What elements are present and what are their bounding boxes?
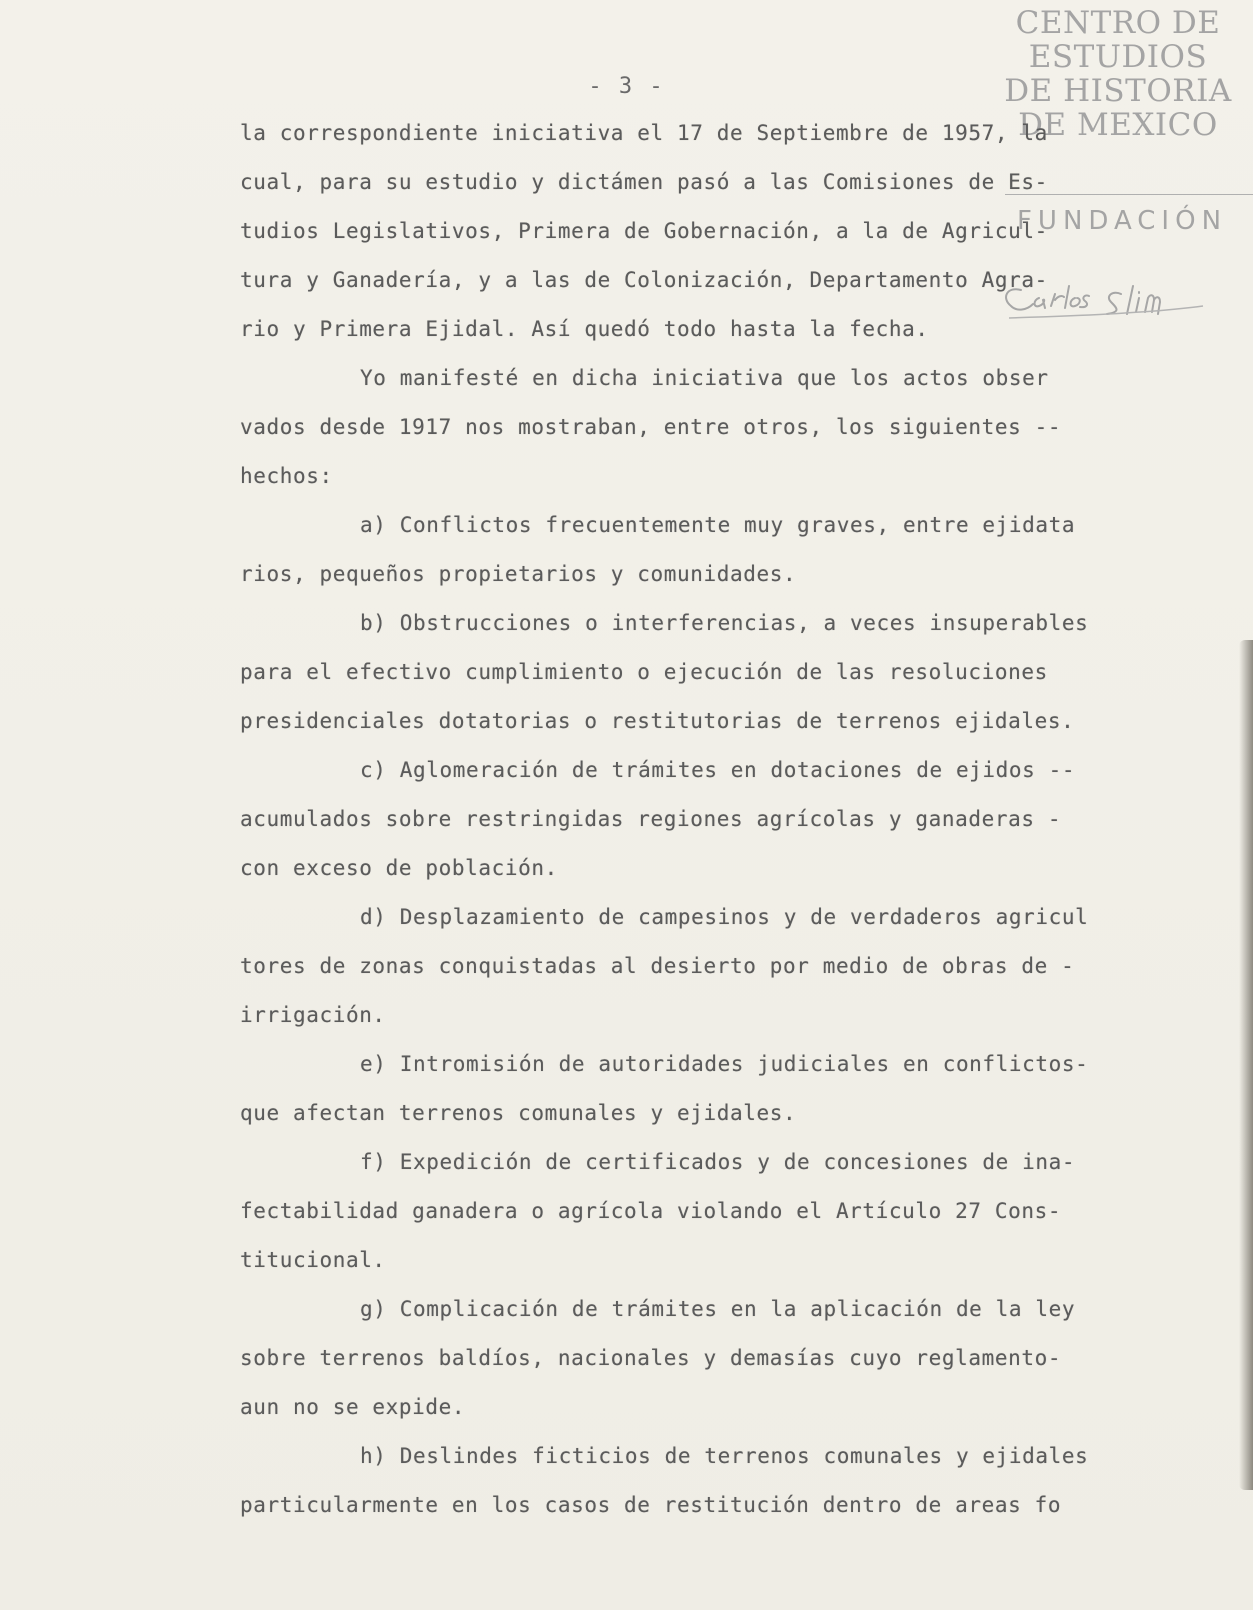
text-line-12: para el efectivo cumplimiento o ejecución de las resoluciones — [240, 660, 1048, 684]
text-line-9: a) Conflictos frecuentemente muy graves, entre ejidata — [360, 513, 1076, 537]
page-number: - 3 - — [588, 74, 665, 99]
text-line-16: con exceso de población. — [240, 856, 558, 880]
text-line-27: aun no se expide. — [240, 1395, 466, 1419]
text-line-18: tores de zonas conquistadas al desierto por medio de obras de - — [240, 954, 1075, 978]
watermark-line-2: ESTUDIOS — [1028, 39, 1208, 75]
text-line-23: fectabilidad ganadera o agrícola violando el Artículo 27 Cons- — [240, 1199, 1062, 1223]
watermark-line-3: DE HISTORIA — [1004, 73, 1232, 109]
document-body — [240, 118, 1200, 1539]
text-line-11: b) Obstrucciones o interferencias, a veces insuperables — [360, 611, 1089, 635]
text-line-1: la correspondiente iniciativa el 17 de Septiembre de 1957, la — [240, 121, 1048, 145]
text-line-8: hechos: — [240, 464, 333, 488]
watermark-line-1: CENTRO DE — [1015, 5, 1221, 41]
text-line-29: particularmente en los casos de restitución dentro de areas fo — [240, 1493, 1062, 1517]
text-line-20: e) Intromisión de autoridades judiciales en conflictos- — [360, 1052, 1089, 1076]
text-line-17: d) Desplazamiento de campesinos y de verdaderos agricul — [360, 905, 1089, 929]
text-line-21: que afectan terrenos comunales y ejidales. — [240, 1101, 797, 1125]
text-line-26: sobre terrenos baldíos, nacionales y demasías cuyo reglamento- — [240, 1346, 1062, 1370]
text-line-10: rios, pequeños propietarios y comunidades. — [240, 562, 797, 586]
text-line-25: g) Complicación de trámites en la aplicación de la ley — [360, 1297, 1076, 1321]
text-line-4: tura y Ganadería, y a las de Colonización, Departamento Agra- — [240, 268, 1048, 292]
text-line-28: h) Deslindes ficticios de terrenos comunales y ejidales — [360, 1444, 1089, 1468]
text-line-14: c) Aglomeración de trámites en dotaciones de ejidos -- — [360, 758, 1076, 782]
watermark-line-4: DE MEXICO — [1018, 107, 1218, 143]
watermark-fundacion: FUNDACIÓN — [1016, 206, 1228, 236]
page-edge-shadow — [1239, 640, 1253, 1490]
text-line-2: cual, para su estudio y dictámen pasó a las Comisiones de Es- — [240, 170, 1048, 194]
text-line-7: vados desde 1917 nos mostraban, entre otros, los siguientes -- — [240, 415, 1062, 439]
text-line-3: tudios Legislativos, Primera de Gobernación, a la de Agricul- — [240, 219, 1048, 243]
text-line-6: Yo manifesté en dicha iniciativa que los actos obser — [360, 366, 1049, 390]
text-line-5: rio y Primera Ejidal. Así quedó todo hasta la fecha. — [240, 317, 929, 341]
text-line-13: presidenciales dotatorias o restitutorias de terrenos ejidales. — [240, 709, 1075, 733]
text-line-19: irrigación. — [240, 1003, 386, 1027]
text-line-22: f) Expedición de certificados y de concesiones de ina- — [360, 1150, 1076, 1174]
text-line-24: titucional. — [240, 1248, 386, 1272]
text-line-15: acumulados sobre restringidas regiones agrícolas y ganaderas - — [240, 807, 1062, 831]
